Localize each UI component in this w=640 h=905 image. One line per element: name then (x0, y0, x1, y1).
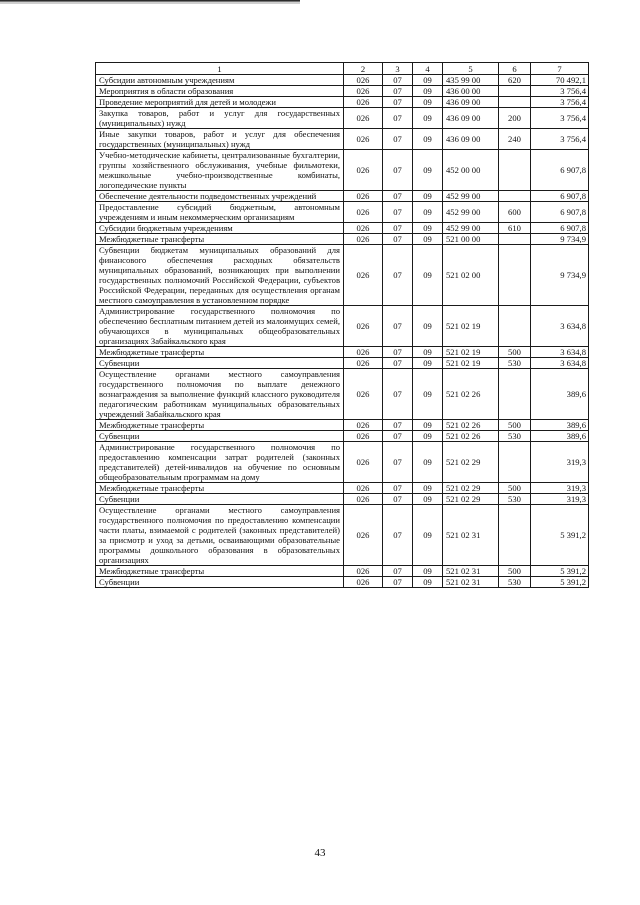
row-subsection-cell: 09 (413, 306, 443, 347)
row-name-cell: Субвенции (96, 431, 344, 442)
row-name-cell: Межбюджетные трансферты (96, 566, 344, 577)
row-name-cell: Иные закупки товаров, работ и услуг для обеспечения государственных (муниципальных) нужд (96, 129, 344, 150)
row-name-cell: Осуществление органами местного самоуправления государственного полномочия по выплате денежного вознаграждения за выполнение функций классного руководителя педагогическим работникам муниципальных образовательных учреждений Забайкальского края (96, 369, 344, 420)
table-row (96, 129, 589, 150)
table-row (96, 245, 589, 306)
row-section-cell: 07 (383, 306, 413, 347)
row-target-cell: 521 02 26 (443, 420, 499, 431)
row-grbs-cell: 026 (344, 108, 383, 129)
table-row (96, 150, 589, 191)
row-grbs-cell: 026 (344, 202, 383, 223)
header-cell: 1 (96, 63, 344, 75)
row-amount-cell: 3 634,8 (531, 347, 589, 358)
row-name-cell: Проведение мероприятий для детей и молодежи (96, 97, 344, 108)
table-row (96, 75, 589, 86)
row-kind-cell: 500 (499, 566, 531, 577)
row-subsection-cell: 09 (413, 129, 443, 150)
row-subsection-cell: 09 (413, 245, 443, 306)
row-target-cell: 436 09 00 (443, 97, 499, 108)
table-row (96, 108, 589, 129)
row-grbs-cell: 026 (344, 150, 383, 191)
row-amount-cell: 5 391,2 (531, 566, 589, 577)
row-subsection-cell: 09 (413, 505, 443, 566)
row-amount-cell: 389,6 (531, 420, 589, 431)
row-grbs-cell: 026 (344, 431, 383, 442)
table-header-row (96, 63, 589, 75)
row-amount-cell: 3 756,4 (531, 129, 589, 150)
row-kind-cell (499, 97, 531, 108)
table-row (96, 577, 589, 588)
row-subsection-cell: 09 (413, 494, 443, 505)
row-grbs-cell: 026 (344, 577, 383, 588)
row-kind-cell (499, 150, 531, 191)
row-target-cell: 521 00 00 (443, 234, 499, 245)
budget-table (95, 62, 589, 588)
row-subsection-cell: 09 (413, 566, 443, 577)
table-row (96, 420, 589, 431)
header-cell: 3 (383, 63, 413, 75)
row-target-cell: 521 02 31 (443, 505, 499, 566)
table-row (96, 86, 589, 97)
table-row (96, 442, 589, 483)
row-kind-cell (499, 306, 531, 347)
row-name-cell: Межбюджетные трансферты (96, 347, 344, 358)
row-amount-cell: 3 634,8 (531, 358, 589, 369)
row-target-cell: 436 09 00 (443, 108, 499, 129)
row-amount-cell: 319,3 (531, 483, 589, 494)
row-section-cell: 07 (383, 347, 413, 358)
row-section-cell: 07 (383, 420, 413, 431)
row-target-cell: 521 02 26 (443, 369, 499, 420)
row-section-cell: 07 (383, 223, 413, 234)
row-grbs-cell: 026 (344, 494, 383, 505)
row-name-cell: Учебно-методические кабинеты, централизованные бухгалтерии, группы хозяйственного обслуживания, учебные фильмотеки, межшкольные учебно-производственные комбинаты, логопедические пункты (96, 150, 344, 191)
row-name-cell: Закупка товаров, работ и услуг для государственных (муниципальных) нужд (96, 108, 344, 129)
row-section-cell: 07 (383, 442, 413, 483)
row-subsection-cell: 09 (413, 358, 443, 369)
row-kind-cell: 530 (499, 431, 531, 442)
row-kind-cell: 620 (499, 75, 531, 86)
row-subsection-cell: 09 (413, 431, 443, 442)
table-row (96, 223, 589, 234)
row-section-cell: 07 (383, 369, 413, 420)
row-amount-cell: 9 734,9 (531, 234, 589, 245)
row-kind-cell (499, 369, 531, 420)
row-kind-cell (499, 442, 531, 483)
row-name-cell: Обеспечение деятельности подведомственных учреждений (96, 191, 344, 202)
row-target-cell: 452 00 00 (443, 150, 499, 191)
row-kind-cell (499, 234, 531, 245)
row-target-cell: 521 02 29 (443, 494, 499, 505)
row-subsection-cell: 09 (413, 483, 443, 494)
row-kind-cell (499, 86, 531, 97)
header-cell: 4 (413, 63, 443, 75)
row-kind-cell: 530 (499, 358, 531, 369)
row-grbs-cell: 026 (344, 369, 383, 420)
row-section-cell: 07 (383, 191, 413, 202)
row-amount-cell: 6 907,8 (531, 150, 589, 191)
row-section-cell: 07 (383, 431, 413, 442)
row-kind-cell: 610 (499, 223, 531, 234)
row-subsection-cell: 09 (413, 97, 443, 108)
row-kind-cell: 530 (499, 494, 531, 505)
table-row (96, 347, 589, 358)
row-name-cell: Субвенции бюджетам муниципальных образований для финансового обеспечения расходных обязательств муниципальных образований, возникающих при выполнении государственных полномочий Российской Федерации, субъектов Российской Федерации, переданных для осуществления органам местного самоуправления в установленном порядке (96, 245, 344, 306)
row-name-cell: Субсидии автономным учреждениям (96, 75, 344, 86)
row-section-cell: 07 (383, 86, 413, 97)
row-kind-cell: 600 (499, 202, 531, 223)
row-grbs-cell: 026 (344, 75, 383, 86)
table-row (96, 191, 589, 202)
table-row (96, 202, 589, 223)
row-subsection-cell: 09 (413, 191, 443, 202)
row-name-cell: Предоставление субсидий бюджетным, автономным учреждениям и иным некоммерческим организациям (96, 202, 344, 223)
table-row (96, 494, 589, 505)
scan-edge-artifact (0, 0, 300, 9)
table-row (96, 97, 589, 108)
row-subsection-cell: 09 (413, 108, 443, 129)
row-grbs-cell: 026 (344, 347, 383, 358)
row-grbs-cell: 026 (344, 129, 383, 150)
row-section-cell: 07 (383, 566, 413, 577)
row-section-cell: 07 (383, 483, 413, 494)
row-section-cell: 07 (383, 75, 413, 86)
row-target-cell: 452 99 00 (443, 223, 499, 234)
row-section-cell: 07 (383, 505, 413, 566)
row-name-cell: Субвенции (96, 494, 344, 505)
table-row (96, 306, 589, 347)
row-section-cell: 07 (383, 129, 413, 150)
row-subsection-cell: 09 (413, 420, 443, 431)
row-section-cell: 07 (383, 108, 413, 129)
row-subsection-cell: 09 (413, 75, 443, 86)
row-subsection-cell: 09 (413, 223, 443, 234)
row-grbs-cell: 026 (344, 566, 383, 577)
row-kind-cell (499, 245, 531, 306)
row-grbs-cell: 026 (344, 442, 383, 483)
table-row (96, 483, 589, 494)
table-row (96, 234, 589, 245)
row-target-cell: 436 00 00 (443, 86, 499, 97)
row-section-cell: 07 (383, 150, 413, 191)
row-target-cell: 521 02 19 (443, 306, 499, 347)
row-grbs-cell: 026 (344, 97, 383, 108)
row-subsection-cell: 09 (413, 86, 443, 97)
row-amount-cell: 3 756,4 (531, 108, 589, 129)
table-row (96, 358, 589, 369)
row-amount-cell: 6 907,8 (531, 202, 589, 223)
row-name-cell: Межбюджетные трансферты (96, 234, 344, 245)
row-target-cell: 521 02 26 (443, 431, 499, 442)
row-grbs-cell: 026 (344, 191, 383, 202)
row-grbs-cell: 026 (344, 420, 383, 431)
row-amount-cell: 389,6 (531, 431, 589, 442)
row-name-cell: Субвенции (96, 358, 344, 369)
table-row (96, 431, 589, 442)
row-amount-cell: 3 756,4 (531, 86, 589, 97)
row-amount-cell: 3 634,8 (531, 306, 589, 347)
row-name-cell: Межбюджетные трансферты (96, 420, 344, 431)
row-kind-cell: 200 (499, 108, 531, 129)
row-grbs-cell: 026 (344, 505, 383, 566)
row-target-cell: 521 02 31 (443, 577, 499, 588)
row-target-cell: 521 02 31 (443, 566, 499, 577)
row-subsection-cell: 09 (413, 150, 443, 191)
row-kind-cell: 500 (499, 347, 531, 358)
table-row (96, 369, 589, 420)
row-target-cell: 452 99 00 (443, 202, 499, 223)
row-subsection-cell: 09 (413, 369, 443, 420)
table-row (96, 566, 589, 577)
row-target-cell: 435 99 00 (443, 75, 499, 86)
row-name-cell: Администрирование государственного полномочия по обеспечению бесплатным питанием детей из малоимущих семей, обучающихся в муниципальных общеобразовательных организациях Забайкальского края (96, 306, 344, 347)
row-name-cell: Межбюджетные трансферты (96, 483, 344, 494)
row-target-cell: 436 09 00 (443, 129, 499, 150)
row-subsection-cell: 09 (413, 442, 443, 483)
row-grbs-cell: 026 (344, 245, 383, 306)
row-grbs-cell: 026 (344, 483, 383, 494)
row-amount-cell: 5 391,2 (531, 577, 589, 588)
row-amount-cell: 9 734,9 (531, 245, 589, 306)
row-subsection-cell: 09 (413, 577, 443, 588)
row-amount-cell: 319,3 (531, 442, 589, 483)
header-cell: 5 (443, 63, 499, 75)
row-target-cell: 521 02 29 (443, 442, 499, 483)
row-kind-cell: 530 (499, 577, 531, 588)
row-name-cell: Субсидии бюджетным учреждениям (96, 223, 344, 234)
row-grbs-cell: 026 (344, 86, 383, 97)
row-kind-cell: 240 (499, 129, 531, 150)
row-section-cell: 07 (383, 202, 413, 223)
row-grbs-cell: 026 (344, 306, 383, 347)
row-name-cell: Субвенции (96, 577, 344, 588)
table-row (96, 505, 589, 566)
row-name-cell: Мероприятия в области образования (96, 86, 344, 97)
row-subsection-cell: 09 (413, 347, 443, 358)
row-grbs-cell: 026 (344, 234, 383, 245)
row-section-cell: 07 (383, 245, 413, 306)
row-section-cell: 07 (383, 358, 413, 369)
page-number: 43 (314, 847, 326, 859)
row-amount-cell: 70 492,1 (531, 75, 589, 86)
row-section-cell: 07 (383, 97, 413, 108)
row-target-cell: 521 02 19 (443, 347, 499, 358)
row-kind-cell (499, 191, 531, 202)
header-cell: 2 (344, 63, 383, 75)
row-amount-cell: 6 907,8 (531, 223, 589, 234)
row-amount-cell: 389,6 (531, 369, 589, 420)
row-amount-cell: 3 756,4 (531, 97, 589, 108)
row-grbs-cell: 026 (344, 358, 383, 369)
row-amount-cell: 5 391,2 (531, 505, 589, 566)
row-section-cell: 07 (383, 494, 413, 505)
row-target-cell: 521 02 00 (443, 245, 499, 306)
row-grbs-cell: 026 (344, 223, 383, 234)
row-subsection-cell: 09 (413, 202, 443, 223)
row-section-cell: 07 (383, 234, 413, 245)
header-cell: 6 (499, 63, 531, 75)
row-kind-cell: 500 (499, 483, 531, 494)
row-section-cell: 07 (383, 577, 413, 588)
row-target-cell: 521 02 19 (443, 358, 499, 369)
budget-table-body (96, 63, 589, 588)
row-kind-cell: 500 (499, 420, 531, 431)
row-amount-cell: 6 907,8 (531, 191, 589, 202)
row-target-cell: 452 99 00 (443, 191, 499, 202)
row-name-cell: Осуществление органами местного самоуправления государственного полномочия по предоставлению компенсации части платы, взимаемой с родителей (законных представителей) за присмотр и уход за детьми, осваивающими образовательные программы дошкольного образования в образовательных организациях (96, 505, 344, 566)
row-name-cell: Администрирование государственного полномочия по предоставлению компенсации затрат родителей (законных представителей) детей-инвалидов на обучение по основным общеобразовательным программам на дому (96, 442, 344, 483)
row-amount-cell: 319,3 (531, 494, 589, 505)
row-target-cell: 521 02 29 (443, 483, 499, 494)
row-kind-cell (499, 505, 531, 566)
header-cell: 7 (531, 63, 589, 75)
row-subsection-cell: 09 (413, 234, 443, 245)
